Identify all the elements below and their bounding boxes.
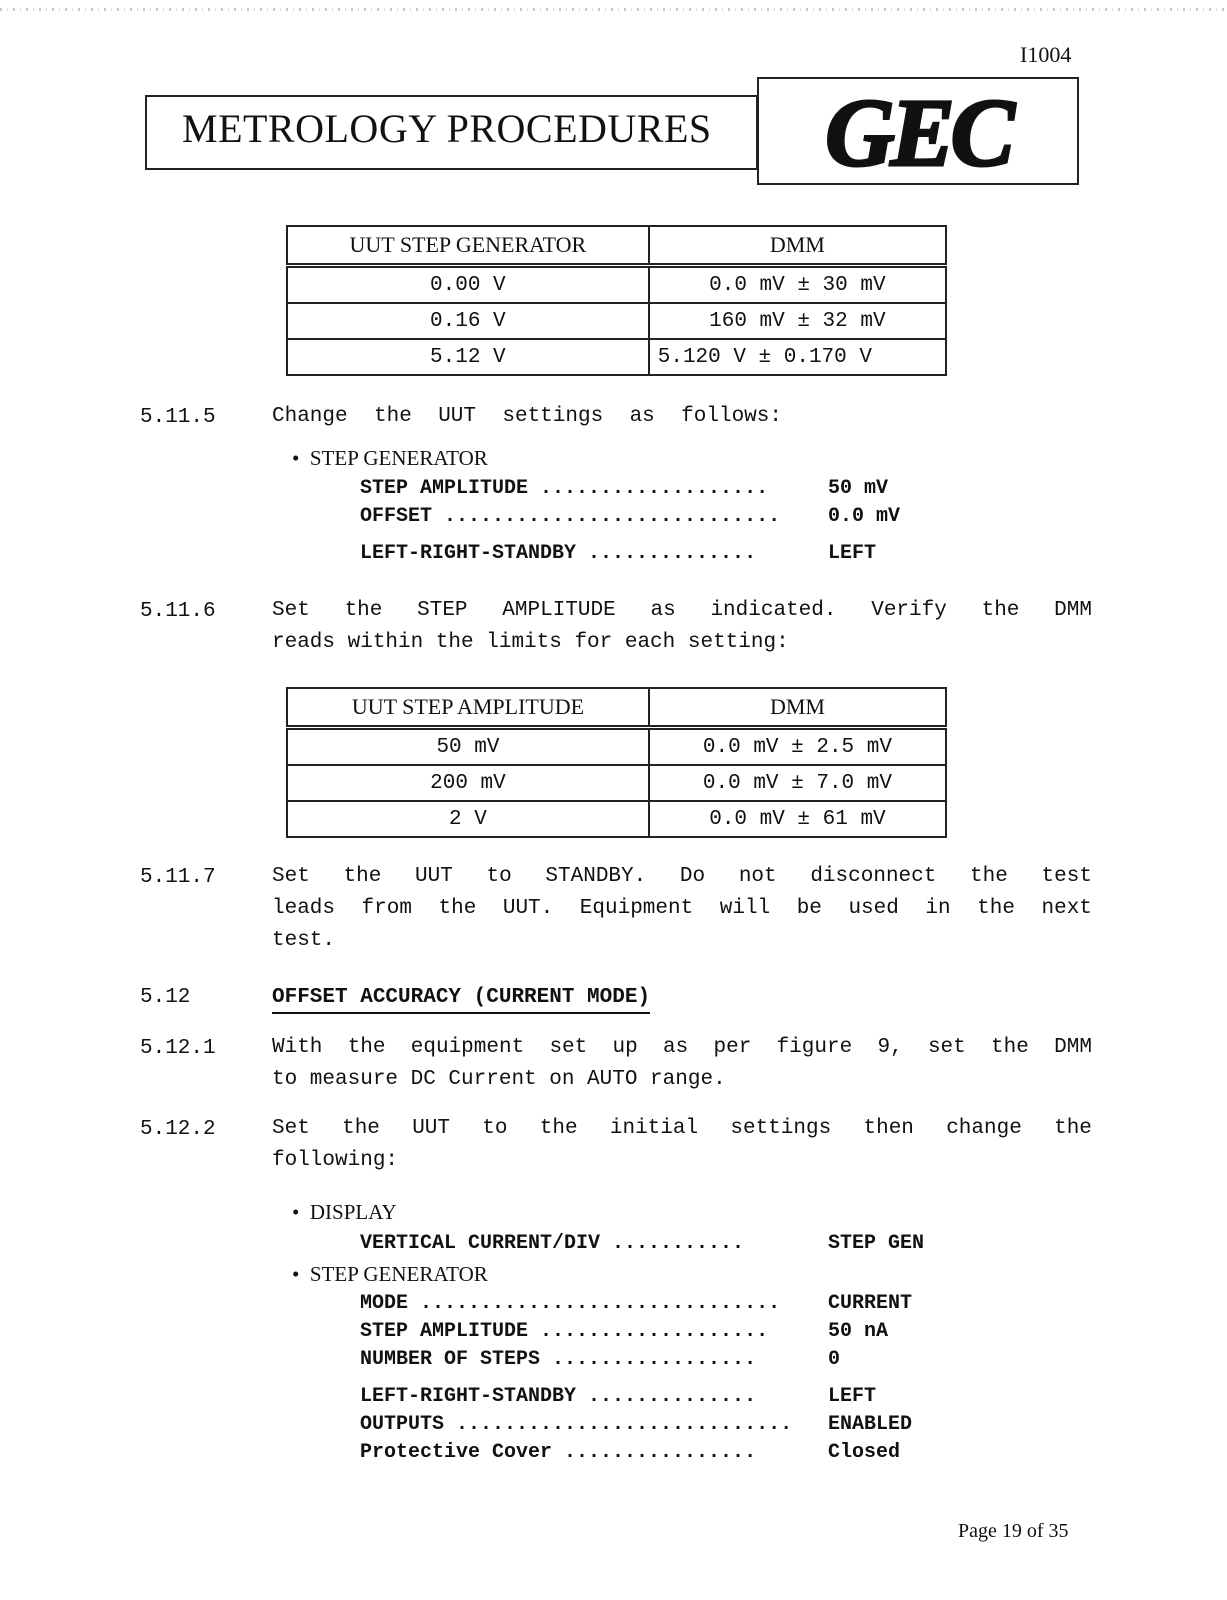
setting-label: LEFT-RIGHT-STANDBY .............. bbox=[360, 542, 757, 565]
table-cell: 5.120 V ± 0.170 V bbox=[649, 339, 946, 375]
table-row bbox=[287, 266, 946, 304]
gec-logo-mark bbox=[759, 79, 1077, 183]
bullet-item: • DISPLAY bbox=[292, 1200, 397, 1224]
step-text: Set the UUT to the initial settings then change the following: bbox=[272, 1117, 1092, 1172]
setting-value: LEFT bbox=[828, 1385, 877, 1408]
setting-value: LEFT bbox=[828, 542, 877, 565]
setting-value: 0.0 mV bbox=[828, 505, 901, 528]
table-row bbox=[287, 339, 946, 375]
step-text: Set the STEP AMPLITUDE as indicated. Verify the DMM reads within the limits for each setting: bbox=[272, 599, 1092, 654]
gec-logo bbox=[757, 77, 1079, 185]
table-header: UUT STEP GENERATOR bbox=[287, 226, 649, 266]
step-number: 5.11.7 bbox=[140, 866, 216, 889]
bullet-item: • STEP GENERATOR bbox=[292, 446, 488, 470]
table-row bbox=[287, 728, 946, 766]
setting-label: Protective Cover ................ bbox=[360, 1441, 757, 1464]
section-heading: OFFSET ACCURACY (CURRENT MODE) bbox=[272, 986, 650, 1014]
setting-value: STEP GEN bbox=[828, 1232, 925, 1255]
table-cell: 5.12 V bbox=[287, 339, 649, 375]
step-number: 5.12 bbox=[140, 986, 191, 1009]
table-header: DMM bbox=[649, 226, 946, 266]
table-row bbox=[287, 303, 946, 339]
table-cell: 0.0 mV ± 30 mV bbox=[649, 266, 946, 304]
step-generator-table bbox=[286, 225, 947, 376]
table-cell: 0.0 mV ± 2.5 mV bbox=[649, 728, 946, 766]
table-row bbox=[287, 801, 946, 837]
document-id: I1004 bbox=[1020, 42, 1072, 67]
table-cell: 2 V bbox=[287, 801, 649, 837]
setting-label: OFFSET ............................ bbox=[360, 505, 781, 528]
table-cell: 0.00 V bbox=[287, 266, 649, 304]
table-header: DMM bbox=[649, 688, 946, 728]
step-number: 5.11.6 bbox=[140, 600, 216, 623]
setting-label: OUTPUTS ............................ bbox=[360, 1413, 793, 1436]
table-row bbox=[287, 765, 946, 801]
setting-value: 0 bbox=[828, 1348, 841, 1371]
setting-label: MODE .............................. bbox=[360, 1292, 781, 1315]
table-cell: 0.16 V bbox=[287, 303, 649, 339]
setting-label: LEFT-RIGHT-STANDBY .............. bbox=[360, 1385, 757, 1408]
setting-label: NUMBER OF STEPS ................. bbox=[360, 1348, 757, 1371]
setting-value: 50 nA bbox=[828, 1320, 889, 1343]
setting-value: CURRENT bbox=[828, 1292, 913, 1315]
setting-value: 50 mV bbox=[828, 477, 889, 500]
table-cell: 200 mV bbox=[287, 765, 649, 801]
step-number: 5.11.5 bbox=[140, 406, 216, 429]
step-text: With the equipment set up as per figure 9, set the DMM to measure DC Current on AUTO range. bbox=[272, 1036, 1092, 1091]
step-number: 5.12.2 bbox=[140, 1118, 216, 1141]
table-header-row bbox=[287, 688, 946, 728]
step-text: Set the UUT to STANDBY. Do not disconnect the test leads from the UUT. Equipment will be used in the next test. bbox=[272, 865, 1092, 952]
step-number: 5.12.1 bbox=[140, 1037, 216, 1060]
table-cell: 0.0 mV ± 7.0 mV bbox=[649, 765, 946, 801]
header-title: METROLOGY PROCEDURES bbox=[182, 106, 712, 151]
page-number: Page 19 of 35 bbox=[958, 1520, 1069, 1542]
table-cell: 160 mV ± 32 mV bbox=[649, 303, 946, 339]
bullet-item: • STEP GENERATOR bbox=[292, 1262, 488, 1286]
table-header-row bbox=[287, 226, 946, 266]
setting-value: Closed bbox=[828, 1441, 901, 1464]
setting-label: STEP AMPLITUDE ................... bbox=[360, 1320, 769, 1343]
svg-text:GEC: GEC bbox=[825, 79, 1011, 183]
setting-value: ENABLED bbox=[828, 1413, 913, 1436]
step-amplitude-table bbox=[286, 687, 947, 838]
table-header: UUT STEP AMPLITUDE bbox=[287, 688, 649, 728]
table-cell: 50 mV bbox=[287, 728, 649, 766]
scan-speckle bbox=[0, 8, 1227, 11]
setting-label: STEP AMPLITUDE ................... bbox=[360, 477, 769, 500]
setting-label: VERTICAL CURRENT/DIV ........... bbox=[360, 1232, 745, 1255]
table-cell: 0.0 mV ± 61 mV bbox=[649, 801, 946, 837]
step-text: Change the UUT settings as follows: bbox=[272, 405, 782, 428]
